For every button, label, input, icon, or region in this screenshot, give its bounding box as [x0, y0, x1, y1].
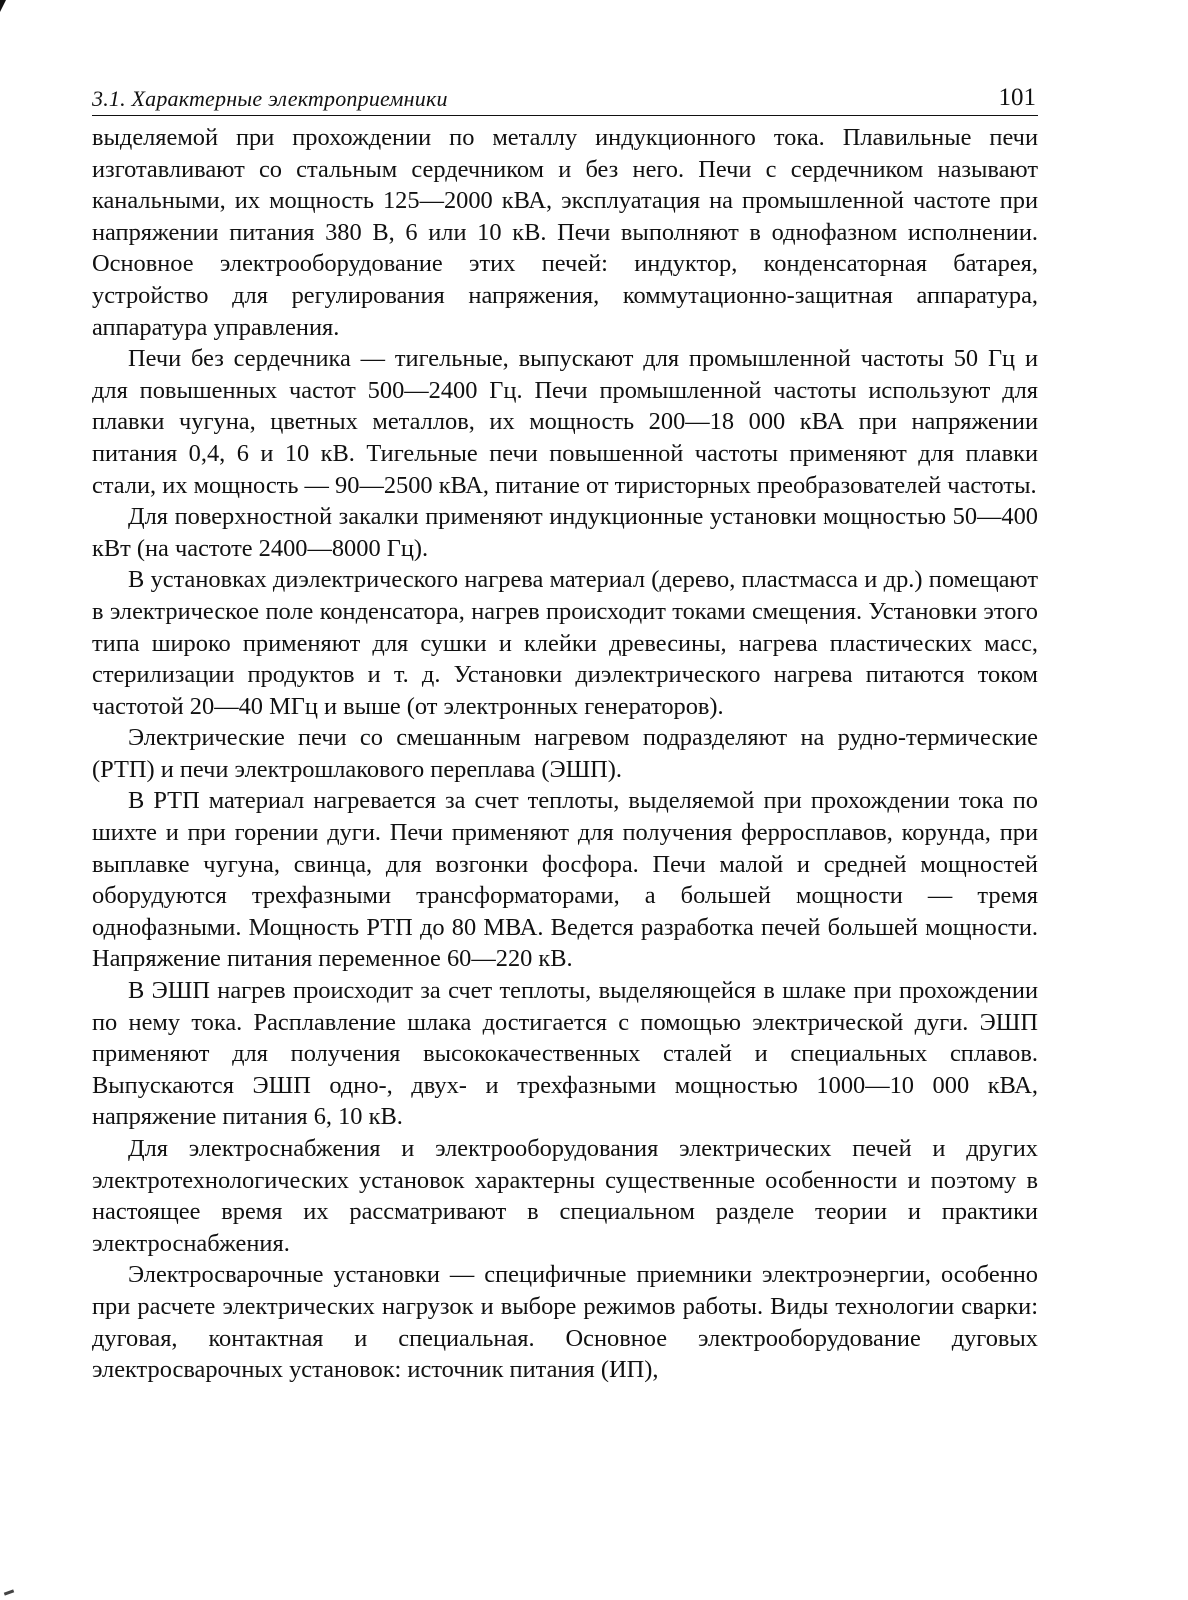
paragraph: Электросварочные установки — специфичные приемники электроэнергии, особенно при расчете электрических нагрузок и выборе режимов работы. Виды технологии сварки: дуговая, контактная и специальная. Основное электрооборудование дуговых электросварочных установок: источник питания (ИП),: [92, 1261, 1038, 1384]
page-number: 101: [998, 84, 1036, 111]
paragraph: Для поверхностной закалки применяют индукционные установки мощностью 50—400 кВт (на частоте 2400—8000 Гц).: [92, 503, 1038, 562]
paragraph: Электрические печи со смешанным нагревом подразделяют на рудно-термические (РТП) и печи электрошлакового переплава (ЭШП).: [92, 724, 1038, 783]
paragraph: выделяемой при прохождении по металлу индукционного тока. Плавильные печи изготавливают со стальным сердечником и без него. Печи с сердечником называют канальными, их мощность 125—2000 кВА, эксплуатация на промышленной частоте при напряжении питания 380 В, 6 или 10 кВ. Печи выполняют в однофазном исполнении. Основное электрооборудование этих печей: индуктор, конденсаторная батарея, устройство для регулирования напряжения, коммутационно-защитная аппаратура, аппаратура управления.: [92, 124, 1038, 341]
section-title: 3.1. Характерные электроприемники: [92, 86, 448, 111]
book-page: [92, 78, 1038, 1386]
paragraph: Для электроснабжения и электрооборудования электрических печей и других электротехнологических установок характерны существенные особенности и поэтому в настоящее время их рассматривают в специальном разделе теории и практики электроснабжения.: [92, 1135, 1038, 1257]
paragraph: В установках диэлектрического нагрева материал (дерево, пластмасса и др.) помещают в электрическое поле конденсатора, нагрев происходит токами смещения. Установки этого типа широко применяют для сушки и клейки древесины, нагрева пластических масс, стерилизации продуктов и т. д. Установки диэлектрического нагрева питаются током частотой 20—40 МГц и выше (от электронных генераторов).: [92, 566, 1038, 720]
scan-artifact: [4, 1589, 14, 1595]
body-text: [92, 122, 1038, 1386]
scan-corner-mark: [0, 0, 6, 12]
paragraph: В РТП материал нагревается за счет теплоты, выделяемой при прохождении тока по шихте и при горении дуги. Печи применяют для получения ферросплавов, корунда, при выплавке чугуна, свинца, для возгонки фосфора. Печи малой и средней мощностей оборудуются трехфазными трансформаторами, а большей мощности — тремя однофазными. Мощность РТП до 80 МВА. Ведется разработка печей большей мощности. Напряжение питания переменное 60—220 кВ.: [92, 787, 1038, 973]
running-header: [92, 78, 1038, 116]
paragraph: Печи без сердечника — тигельные, выпускают для промышленной частоты 50 Гц и для повышенных частот 500—2400 Гц. Печи промышленной частоты используют для плавки чугуна, цветных металлов, их мощность 200—18 000 кВА при напряжении питания 0,4, 6 и 10 кВ. Тигельные печи повышенной частоты применяют для плавки стали, их мощность — 90—2500 кВА, питание от тиристорных преобразователей частоты.: [92, 345, 1038, 499]
paragraph: В ЭШП нагрев происходит за счет теплоты, выделяющейся в шлаке при прохождении по нему тока. Расплавление шлака достигается с помощью электрической дуги. ЭШП применяют для получения высококачественных сталей и специальных сплавов. Выпускаются ЭШП одно-, двух- и трехфазными мощностью 1000—10 000 кВА, напряжение питания 6, 10 кВ.: [92, 977, 1038, 1131]
